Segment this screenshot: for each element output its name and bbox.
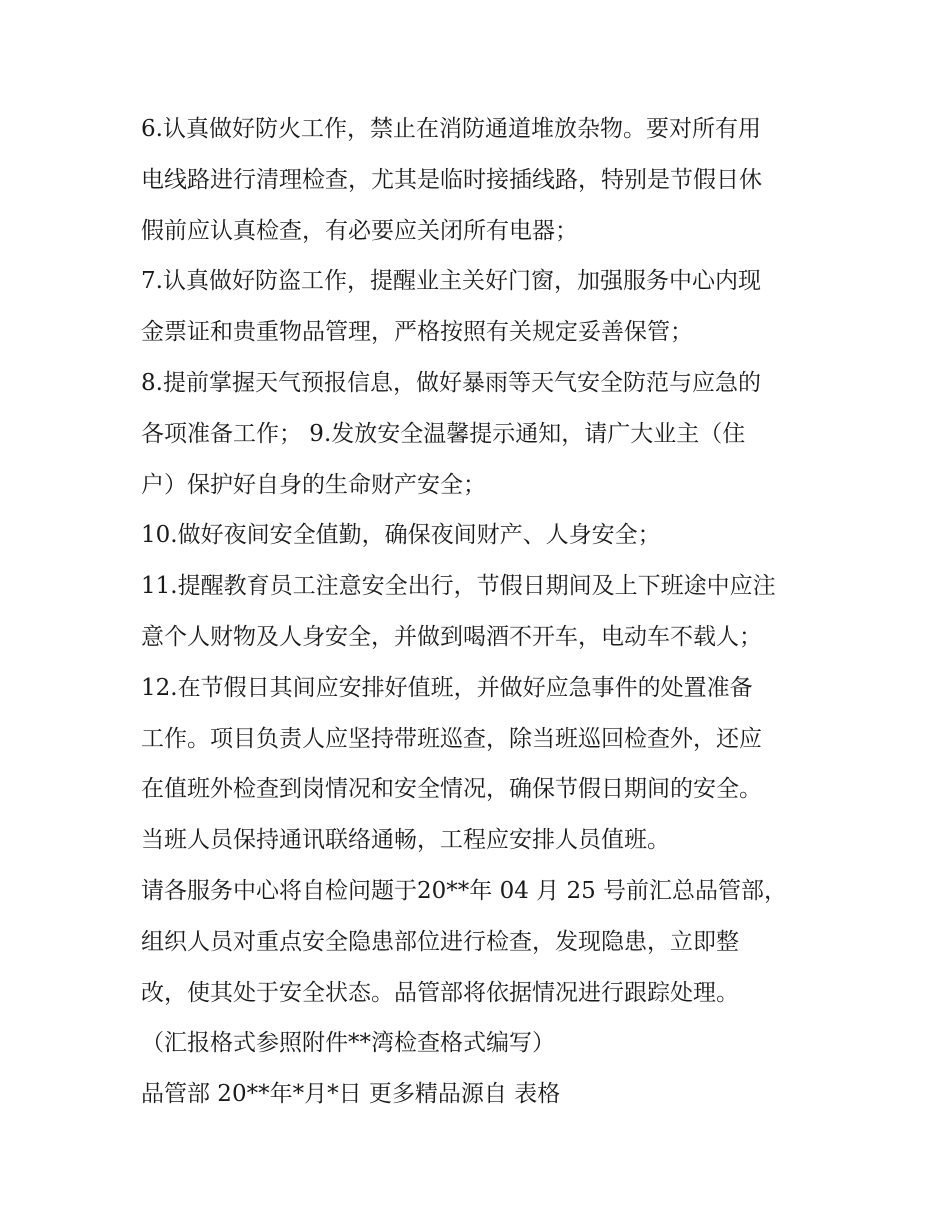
text-line: 工作。项目负责人应坚持带班巡查，除当班巡回检查外，还应 bbox=[141, 725, 762, 752]
text-line: 假前应认真检查，有必要应关闭所有电器； bbox=[141, 217, 578, 244]
text-line: 11.提醒教育员工注意安全出行，节假日期间及上下班途中应注 bbox=[141, 573, 776, 600]
text-line: 8.提前掌握天气预报信息，做好暴雨等天气安全防范与应急的 bbox=[141, 369, 761, 396]
text-line: （汇报格式参照附件**湾检查格式编写） bbox=[141, 1030, 555, 1057]
text-line: 各项准备工作； 9.发放安全温馨提示通知，请广大业主（住 bbox=[141, 420, 746, 447]
text-line: 10.做好夜间安全值勤，确保夜间财产、人身安全； bbox=[141, 522, 661, 549]
text-line: 7.认真做好防盗工作，提醒业主关好门窗，加强服务中心内现 bbox=[141, 268, 761, 295]
text-line: 组织人员对重点安全隐患部位进行检查，发现隐患，立即整 bbox=[141, 928, 739, 955]
text-line: 当班人员保持通讯联络通畅，工程应安排人员值班。 bbox=[141, 827, 670, 854]
text-line: 12.在节假日其间应安排好值班，并做好应急事件的处置准备 bbox=[141, 674, 753, 701]
text-line: 在值班外检查到岗情况和安全情况，确保节假日期间的安全。 bbox=[141, 776, 762, 803]
text-line: 请各服务中心将自检问题于20**年 04 月 25 号前汇总品管部， bbox=[141, 877, 788, 904]
text-line: 改，使其处于安全状态。品管部将依据情况进行跟踪处理。 bbox=[141, 979, 739, 1006]
text-line: 户）保护好自身的生命财产安全； bbox=[141, 471, 486, 498]
text-line: 6.认真做好防火工作，禁止在消防通道堆放杂物。要对所有用 bbox=[141, 116, 761, 142]
signature-line: 品管部 20**年*月*日 更多精品源自 表格 bbox=[141, 1081, 561, 1108]
text-line: 意个人财物及人身安全，并做到喝酒不开车，电动车不载人； bbox=[141, 623, 762, 650]
text-line: 电线路进行清理检查，尤其是临时接插线路，特别是节假日休 bbox=[141, 166, 762, 193]
text-line: 金票证和贵重物品管理，严格按照有关规定妥善保管； bbox=[141, 319, 693, 346]
document-body bbox=[141, 104, 821, 1120]
